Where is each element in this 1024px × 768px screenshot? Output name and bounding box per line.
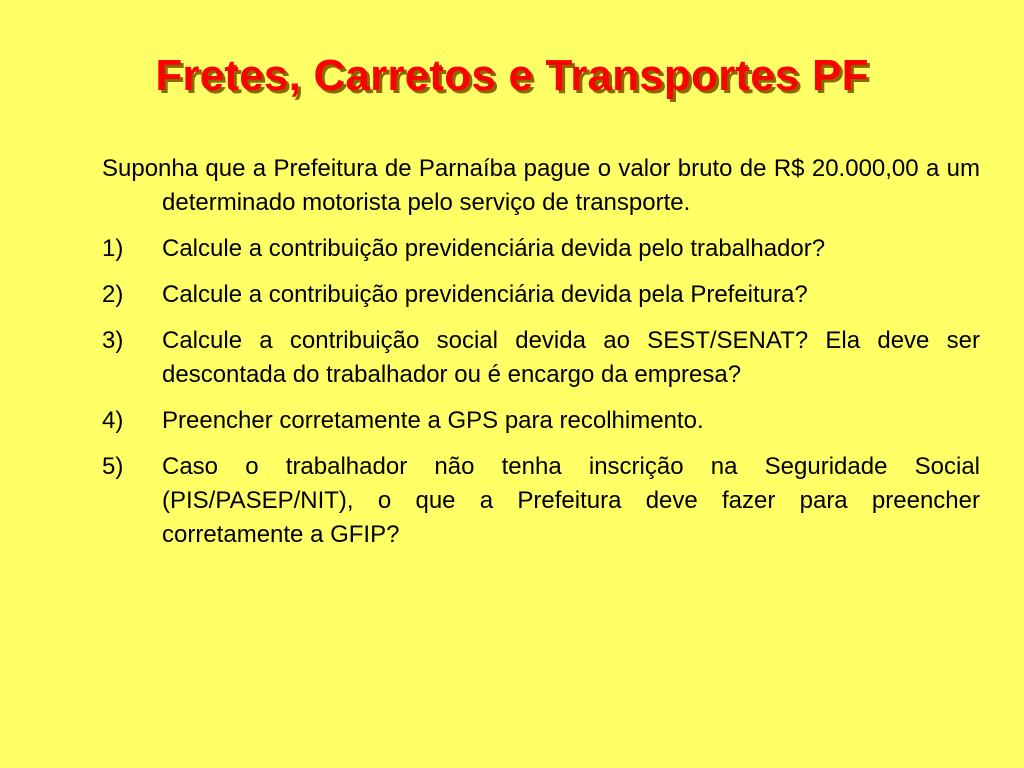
intro-paragraph: Suponha que a Prefeitura de Parnaíba pague o valor bruto de R$ 20.000,00 a um determinado motorista pelo serviço de transporte. <box>102 155 980 216</box>
question-number: 1) <box>102 235 124 262</box>
question-number: 4) <box>102 407 124 434</box>
question-item <box>102 232 980 266</box>
question-text: Calcule a contribuição social devida ao SEST/SENAT? Ela deve ser descontada do trabalhador ou é encargo da empresa? <box>162 327 980 388</box>
question-text: Calcule a contribuição previdenciária devida pelo trabalhador? <box>162 235 826 262</box>
question-item <box>102 278 980 312</box>
question-item <box>102 324 980 392</box>
question-number: 3) <box>102 327 124 354</box>
question-list <box>102 232 980 552</box>
question-item <box>102 404 980 438</box>
question-item <box>102 450 980 552</box>
question-number: 2) <box>102 281 124 308</box>
slide-body <box>102 152 980 552</box>
question-text: Preencher corretamente a GPS para recolhimento. <box>162 407 704 434</box>
question-text: Caso o trabalhador não tenha inscrição na Seguridade Social (PIS/PASEP/NIT), o que a Prefeitura deve fazer para preencher corretamente a GFIP? <box>162 453 980 548</box>
question-number: 5) <box>102 453 124 480</box>
slide-title: Fretes, Carretos e Transportes PF <box>155 51 869 100</box>
question-text: Calcule a contribuição previdenciária devida pela Prefeitura? <box>162 281 808 308</box>
